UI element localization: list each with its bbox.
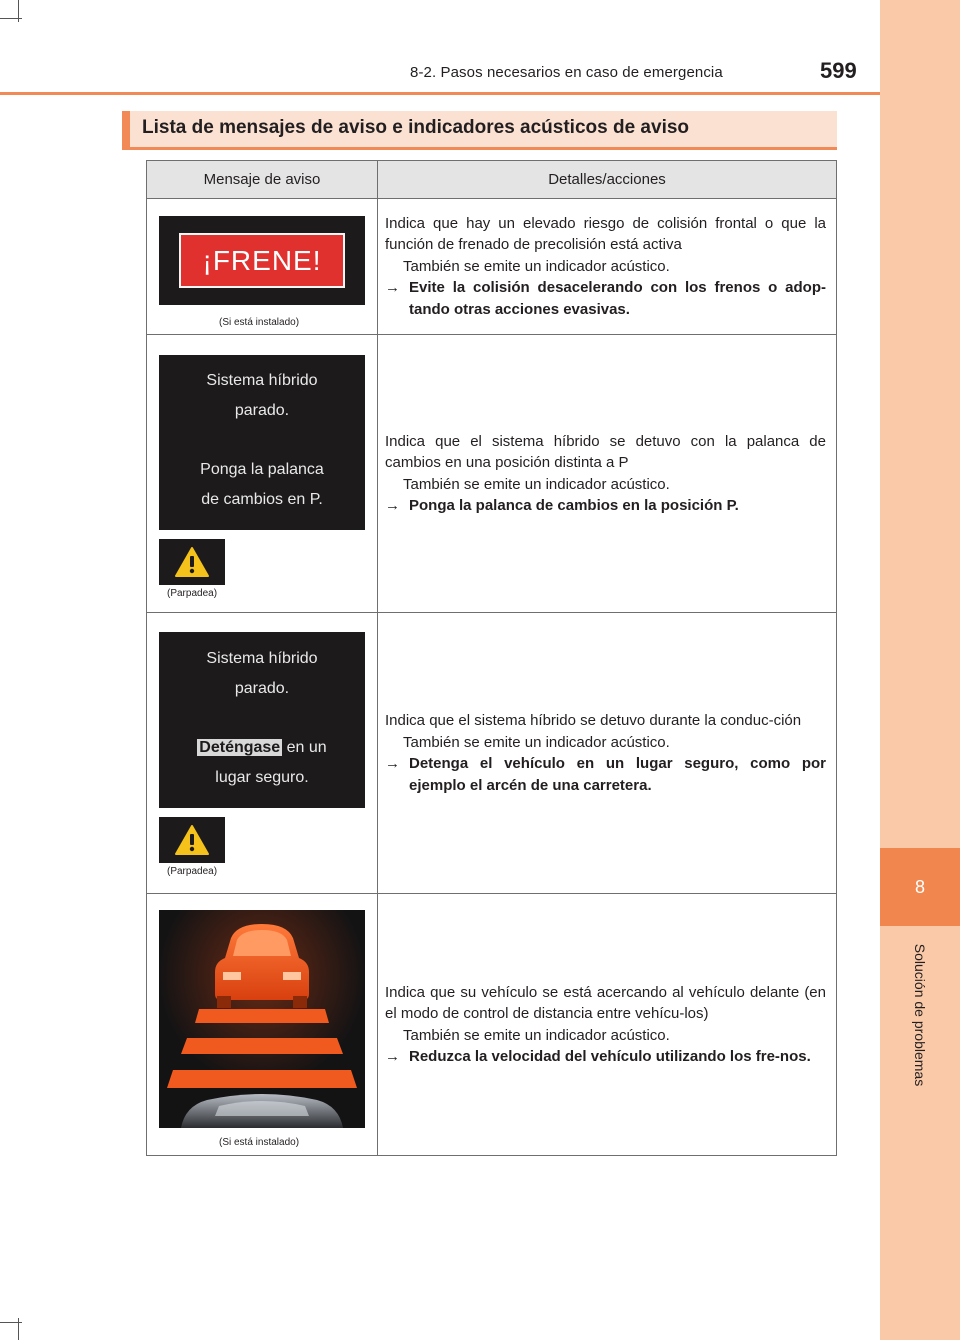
- master-warning-indicator: [159, 539, 225, 585]
- frene-message: ¡FRENE!: [179, 233, 345, 288]
- section-header: 8-2. Pasos necesarios en caso de emergencia: [410, 64, 723, 81]
- display-line-rest: en un: [286, 739, 327, 756]
- vehicle-approach-graphic: [159, 910, 365, 1128]
- warning-triangle-icon: [174, 824, 210, 856]
- image-caption: (Si está instalado): [219, 317, 300, 328]
- distance-bar: [167, 1070, 357, 1088]
- details-text: Indica que el sistema híbrido se detuvo durante la conduc-ción: [385, 712, 802, 729]
- column-header-message: Mensaje de aviso: [147, 161, 378, 199]
- arrow-icon: →: [385, 279, 400, 297]
- page-number: 599: [820, 58, 857, 83]
- display-line: de cambios en P.: [201, 491, 323, 508]
- display-line: parado.: [234, 402, 290, 419]
- section-title: Lista de mensajes de aviso e indicadores acústicos de aviso: [142, 117, 690, 138]
- display-line: Ponga la palanca: [200, 461, 324, 478]
- display-line: Sistema híbrido: [206, 650, 318, 667]
- message-image-cell: [147, 894, 378, 1156]
- message-image-cell: [147, 335, 378, 613]
- details-text: Indica que su vehículo se está acercando al vehículo delante (en el modo de control de distancia entre vehícu-los): [385, 983, 826, 1022]
- display-line: parado.: [234, 680, 290, 697]
- chapter-number: 8: [914, 876, 925, 897]
- chapter-side-tab: [880, 0, 960, 1340]
- buzzer-note: También se emite un indicador acústico.: [403, 733, 670, 751]
- display-line: Sistema híbrido: [206, 372, 318, 389]
- display-line: [159, 739, 365, 757]
- buzzer-note: También se emite un indicador acústico.: [403, 475, 670, 493]
- column-header-details: Detalles/acciones: [378, 161, 837, 199]
- warning-triangle-icon: [174, 546, 210, 578]
- distance-bar: [195, 1009, 329, 1023]
- details-text: Indica que el sistema híbrido se detuvo con la palanca de cambios en una posición distinta a P: [385, 432, 826, 471]
- buzzer-note: También se emite un indicador acústico.: [403, 1026, 670, 1044]
- arrow-icon: →: [385, 1048, 400, 1065]
- hybrid-stopped-driving-display: [159, 632, 365, 808]
- details-cell: [378, 894, 837, 1156]
- frene-warning-display: [159, 216, 365, 305]
- table-row: [147, 894, 837, 1156]
- details-cell: [378, 199, 837, 335]
- action-text: Detenga el vehículo en un lugar seguro, como por ejemplo el arcén de una carretera.: [409, 755, 826, 794]
- master-warning-indicator: [159, 817, 225, 863]
- hybrid-stopped-display: [159, 355, 365, 530]
- action-text: Evite la colisión desacelerando con los frenos o adop-tando otras acciones evasivas.: [409, 279, 826, 318]
- chapter-label: Solución de problemas: [912, 943, 928, 1087]
- image-caption: (Si está instalado): [219, 1137, 300, 1148]
- crop-mark: [18, 0, 19, 22]
- crop-mark: [18, 1318, 19, 1340]
- action-instruction: [385, 1046, 826, 1068]
- details-text: Indica que hay un elevado riesgo de colisión frontal o que la función de frenado de precolisión está activa: [385, 214, 826, 254]
- details-cell: [378, 613, 837, 894]
- display-line: lugar seguro.: [215, 769, 309, 786]
- table-row: [147, 335, 837, 613]
- header-rule: [0, 92, 880, 95]
- section-title-bar: [122, 111, 837, 150]
- action-text: Reduzca la velocidad del vehículo utilizando los fre-nos.: [409, 1048, 811, 1065]
- arrow-icon: →: [385, 755, 400, 772]
- highlighted-word: Deténgase: [199, 739, 281, 756]
- details-cell: [378, 335, 837, 613]
- action-instruction: [385, 495, 826, 517]
- approach-warning-display: [159, 910, 365, 1128]
- table-row: [147, 199, 837, 335]
- action-instruction: [385, 753, 826, 796]
- message-image-cell: [147, 613, 378, 894]
- chapter-number-tab: [880, 848, 960, 926]
- table-header-row: [147, 161, 837, 199]
- buzzer-note: También se emite un indicador acústico.: [403, 257, 670, 275]
- arrow-icon: →: [385, 497, 400, 514]
- message-image-cell: [147, 199, 378, 335]
- warning-messages-table: [146, 160, 837, 1156]
- action-instruction: [385, 277, 826, 320]
- image-caption: (Parpadea): [167, 866, 218, 877]
- table-row: [147, 613, 837, 894]
- action-text: Ponga la palanca de cambios en la posición P.: [409, 497, 739, 514]
- distance-bar: [181, 1038, 343, 1054]
- image-caption: (Parpadea): [167, 588, 218, 599]
